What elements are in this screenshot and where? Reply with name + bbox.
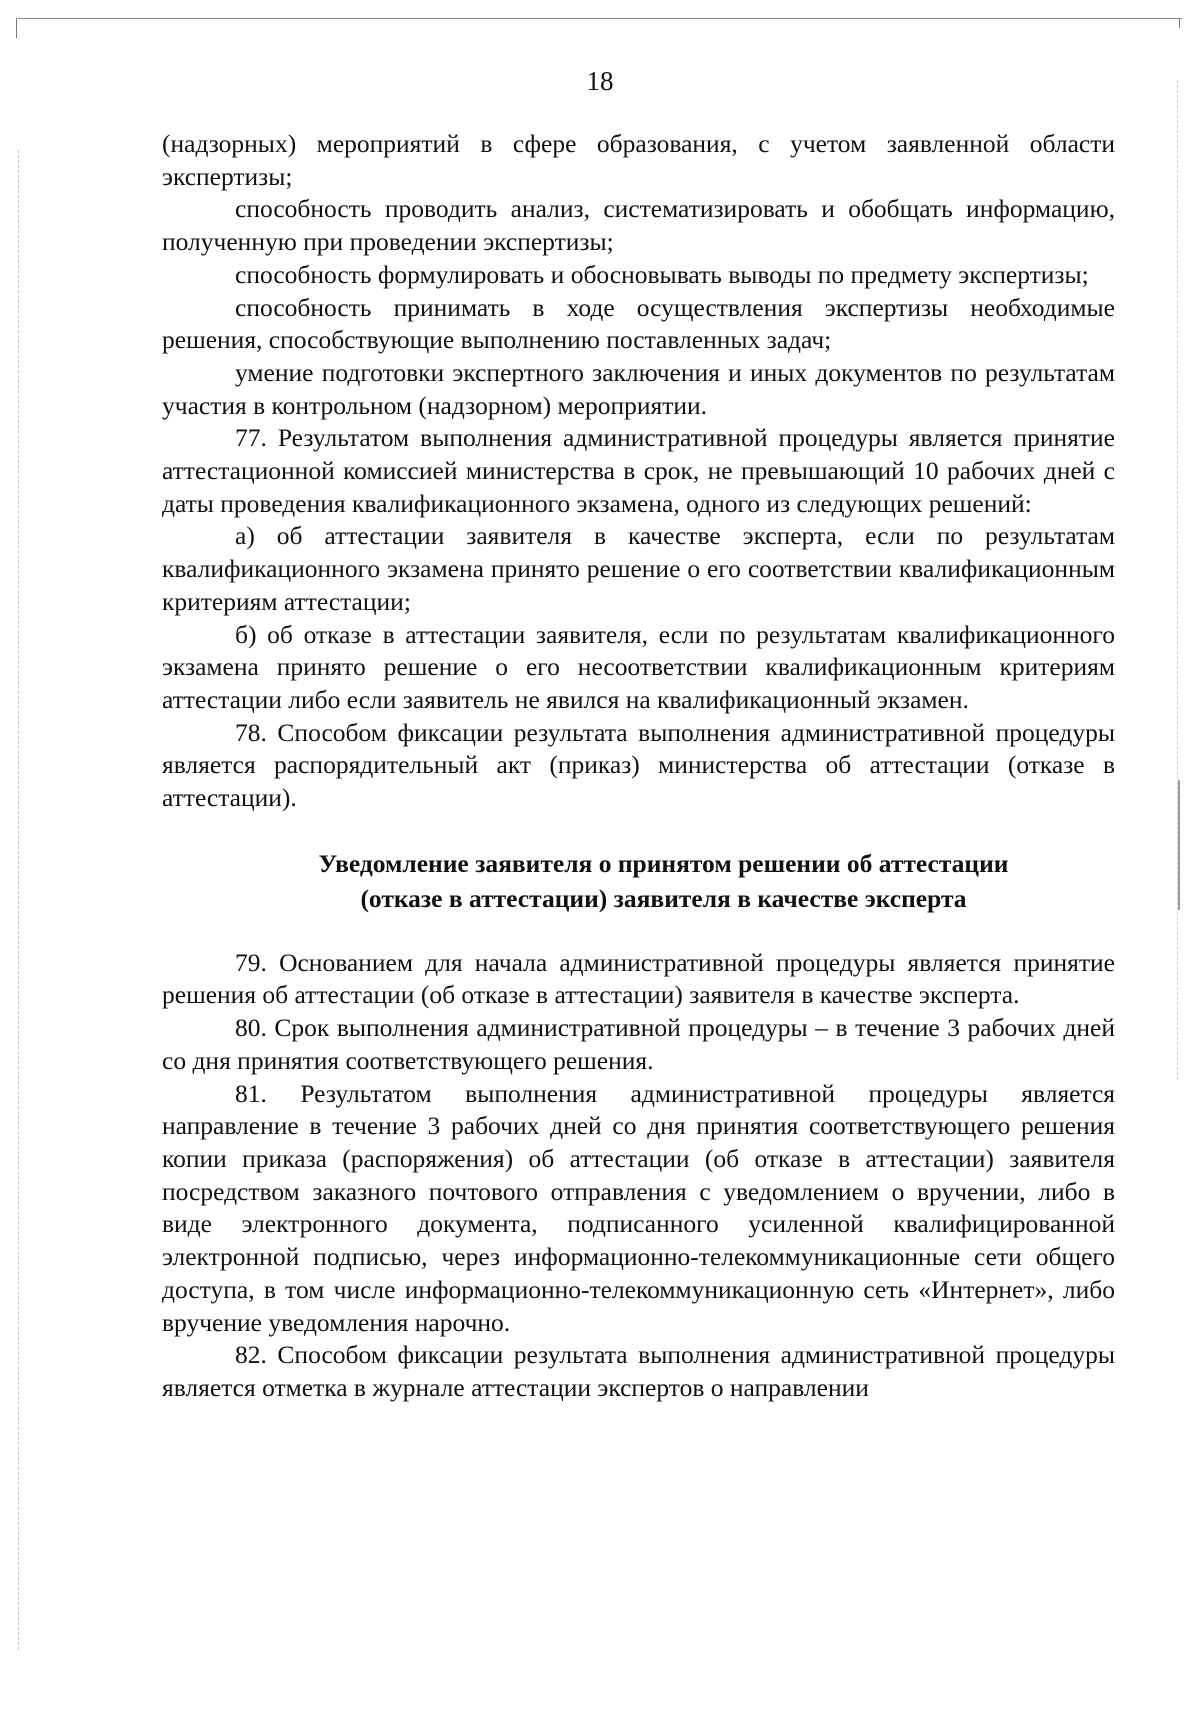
scan-corner-mark <box>16 18 17 38</box>
page-number: 18 <box>586 66 614 96</box>
scan-edge-line <box>18 150 19 1650</box>
paragraphs-before-heading <box>162 128 1115 815</box>
paragraph: умение подготовки экспертного заключения и иных документов по результатам участия в контрольном (надзорном) мероприятии. <box>162 357 1115 420</box>
paragraph: 77. Результатом выполнения административной процедуры является принятие аттестационной комиссией министерства в срок, не превышающий 10 рабочих дней с даты проведения квалификационного экзамена, одного из следующих решений: <box>162 423 1115 518</box>
section-heading <box>162 846 1115 916</box>
paragraph: (надзорных) мероприятий в сфере образования, с учетом заявленной области экспертизы; <box>162 129 1115 191</box>
paragraph: способность проводить анализ, систематизировать и обобщать информацию, полученную при проведении экспертизы; <box>162 194 1115 257</box>
paragraph: 81. Результатом выполнения административной процедуры является направление в течение 3 рабочих дней со дня принятия соответствующего решения копии приказа (распоряжения) об аттестации (об отказе в аттестации) заявителя посредством заказного почтового отправления с уведомлением о вручении, либо в виде электронного документа, подписанного усиленной квалифицированной электронной подписью, через информационно-телекоммуникационные сети общего доступа, в том числе информационно-телекоммуникационную сеть «Интернет», либо вручение уведомления нарочно. <box>162 1078 1115 1337</box>
paragraph: способность принимать в ходе осуществления экспертизы необходимые решения, способствующие выполнению поставленных задач; <box>162 292 1115 355</box>
document-body <box>162 128 1115 1405</box>
paragraph: 80. Срок выполнения административной процедуры – в течение 3 рабочих дней со дня принятия соответствующего решения. <box>162 1013 1115 1075</box>
paragraph: а) об аттестации заявителя в качестве эксперта, если по результатам квалификационного экзамена принято решение о его соответствии квалификационным критериям аттестации; <box>162 521 1115 616</box>
scan-border-line <box>18 18 1182 19</box>
scan-edge-line <box>1177 80 1178 1080</box>
paragraph: способность формулировать и обосновывать выводы по предмету экспертизы; <box>235 259 1089 289</box>
section-heading-line: (отказе в аттестации) заявителя в качестве эксперта <box>360 883 967 913</box>
paragraph: 79. Основанием для начала административной процедуры является принятие решения об аттестации (об отказе в аттестации) заявителя в качестве эксперта. <box>162 947 1115 1010</box>
paragraph: 82. Способом фиксации результата выполнения административной процедуры является отметка в журнале аттестации экспертов о направлении <box>162 1340 1115 1402</box>
scan-corner-mark <box>1179 18 1180 28</box>
scan-edge-line <box>1178 780 1180 910</box>
paragraph: б) об отказе в аттестации заявителя, если по результатам квалификационного экзамена принято решение о его несоответствии квалификационным критериям аттестации либо если заявитель не явился на квалификационный экзамен. <box>162 619 1115 714</box>
section-heading-line: Уведомление заявителя о принятом решении об аттестации <box>318 848 1009 878</box>
paragraphs-after-heading <box>162 947 1115 1405</box>
paragraph: 78. Способом фиксации результата выполнения административной процедуры является распорядительный акт (приказ) министерства об аттестации (отказе в аттестации). <box>162 717 1115 813</box>
